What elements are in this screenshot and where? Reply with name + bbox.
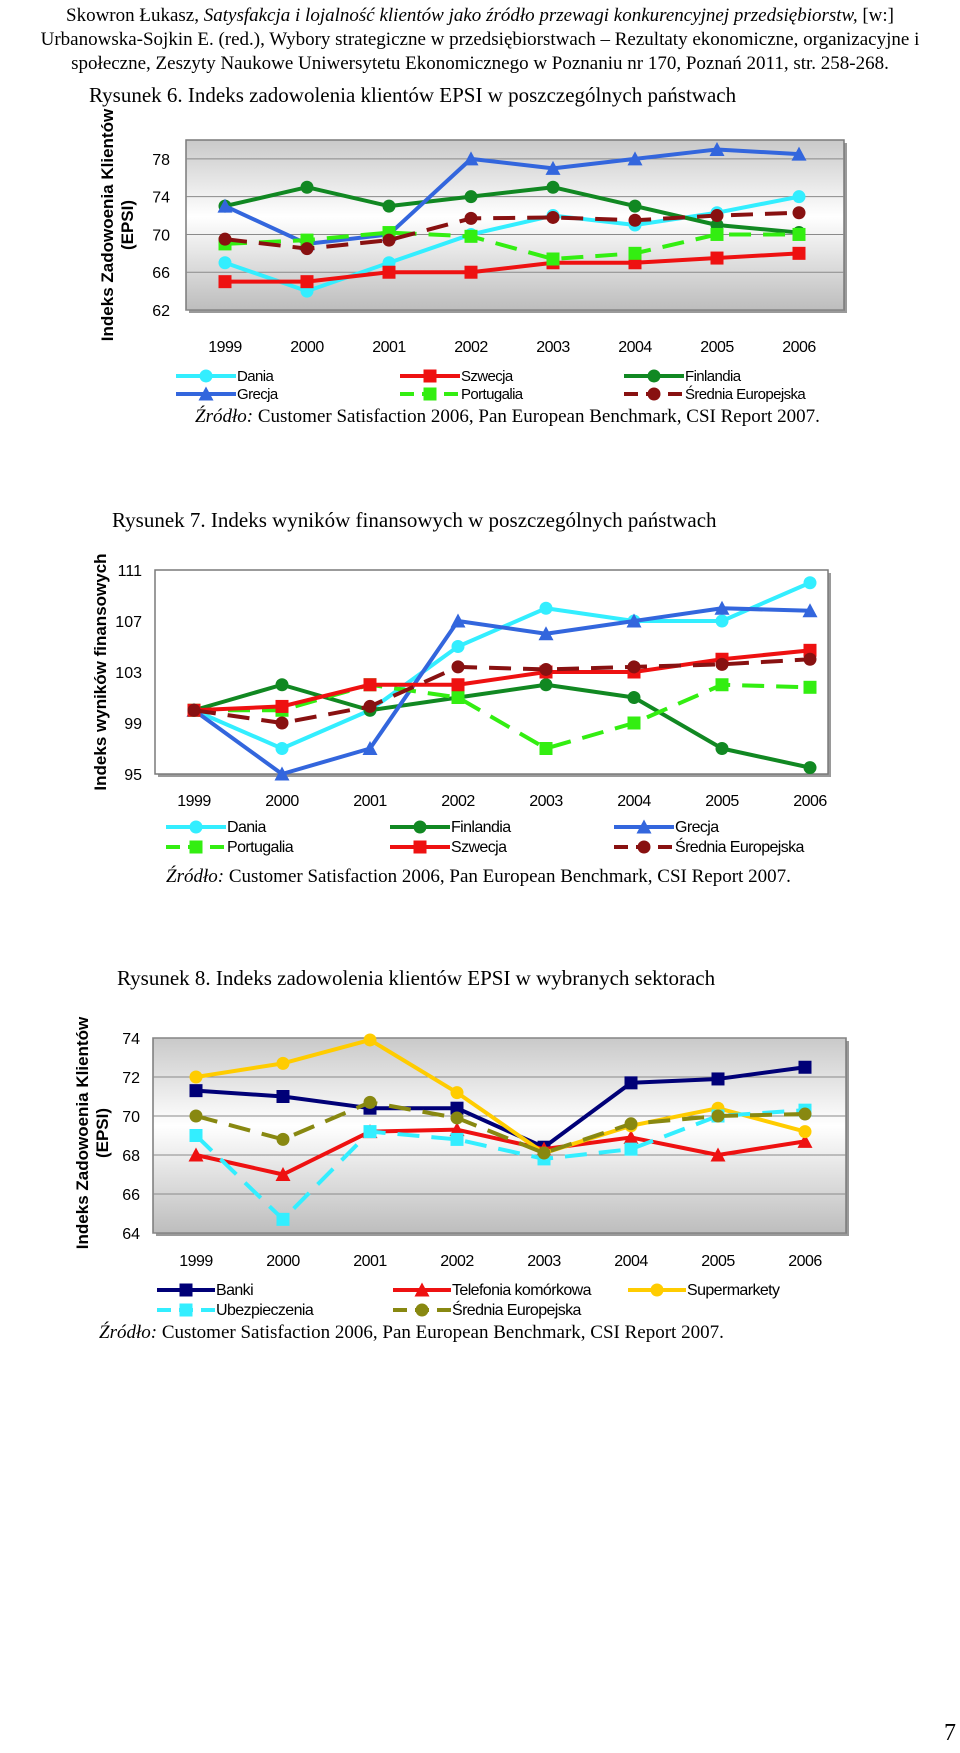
x-tick-label: 2005 [705, 793, 739, 810]
x-tick-label: 2001 [353, 793, 387, 810]
x-tick-label: 2006 [788, 1253, 822, 1270]
data-point [793, 247, 806, 260]
legend-item-dania [166, 819, 267, 836]
data-point [711, 252, 724, 265]
legend-label: Szwecja [451, 839, 507, 856]
y-tick-label: 66 [152, 265, 170, 283]
data-point [540, 742, 553, 755]
y-axis-label: Indeks Zadowoenia Klientów(EPSI) [98, 108, 137, 342]
data-point [793, 206, 806, 219]
legend-marker [416, 1304, 429, 1317]
legend-label: Portugalia [227, 839, 294, 856]
data-point [540, 678, 553, 691]
legend-label: Średnia Europejska [675, 839, 804, 856]
legend-item-finlandia [624, 368, 742, 385]
y-axis-label: Indeks Zadowoenia Klientów(EPSI) [73, 1016, 112, 1250]
data-point [804, 576, 817, 589]
legend-item-dania [176, 368, 274, 385]
data-point [364, 1033, 377, 1046]
legend-item-telefonia-komorkowa [393, 1282, 592, 1299]
figure-7-title: Rysunek 7. Indeks wyników finansowych w poszczególnych państwach [112, 508, 717, 532]
data-point [276, 717, 289, 730]
data-point [190, 1084, 203, 1097]
data-point [451, 1086, 464, 1099]
legend-marker [414, 821, 427, 834]
source-text: Customer Satisfaction 2006, Pan European Benchmark, CSI Report 2007. [157, 1322, 724, 1343]
x-tick-label: 2005 [700, 339, 734, 356]
data-point [793, 190, 806, 203]
data-point [364, 678, 377, 691]
figure-7-chart [0, 552, 960, 858]
legend-marker [651, 1284, 664, 1297]
y-tick-label: 74 [152, 189, 170, 207]
y-tick-label: 70 [122, 1109, 140, 1126]
plot-area [155, 570, 828, 774]
legend-item-supermarkety [628, 1282, 780, 1299]
data-point [799, 1125, 812, 1138]
data-point [547, 253, 560, 266]
legend-label: Banki [216, 1282, 254, 1299]
data-point [364, 1096, 377, 1109]
data-point [799, 1108, 812, 1121]
legend-marker [180, 1304, 193, 1317]
data-point [799, 1061, 812, 1074]
legend [157, 1282, 780, 1319]
x-tick-label: 2004 [617, 793, 651, 810]
data-point [712, 1072, 725, 1085]
data-point [277, 1090, 290, 1103]
legend-label: Telefonia komórkowa [452, 1282, 591, 1299]
legend-marker [424, 388, 437, 401]
legend-item-finlandia [390, 819, 511, 836]
data-point [538, 1147, 551, 1160]
citation-line-2: Urbanowska-Sojkin E. (red.), Wybory strategiczne w przedsiębiorstwach – Rezultaty ekonomiczne, organizacyjne i [40, 29, 920, 50]
y-tick-label: 68 [122, 1148, 140, 1165]
x-tick-label: 1999 [208, 339, 242, 356]
legend-marker [180, 1284, 193, 1297]
source-text: Customer Satisfaction 2006, Pan European Benchmark, CSI Report 2007. [253, 406, 820, 427]
data-point [383, 200, 396, 213]
x-tick-label: 2006 [793, 793, 827, 810]
data-point [383, 234, 396, 247]
source-label: Źródło: [99, 1322, 158, 1343]
legend [176, 368, 806, 403]
citation-title: Satysfakcja i lojalność klientów jako źródło przewagi konkurencyjnej przedsiębiorstw, [203, 5, 858, 26]
data-point [452, 678, 465, 691]
legend-label: Finlandia [685, 368, 741, 385]
y-tick-label: 111 [117, 563, 142, 580]
legend-item-szwecja [390, 839, 507, 856]
legend-item-portugalia [166, 839, 294, 856]
legend-item-srednia-europejska [614, 837, 805, 856]
legend-marker [190, 841, 203, 854]
y-tick-label: 103 [115, 665, 142, 682]
data-point [190, 1110, 203, 1123]
data-point [190, 1071, 203, 1084]
y-tick-label: 62 [152, 303, 170, 320]
data-point [219, 256, 232, 269]
data-point [629, 247, 642, 260]
x-tick-label: 2001 [372, 339, 406, 356]
figure-8-source [99, 1322, 724, 1344]
legend-label: Dania [227, 819, 266, 836]
legend-marker [648, 388, 661, 401]
figure-6-source [195, 406, 820, 428]
legend-item-srednia-europejska [624, 385, 806, 403]
legend-item-banki [157, 1282, 253, 1299]
page-number: 7 [944, 1720, 956, 1746]
x-tick-label: 2005 [701, 1253, 735, 1270]
data-point [364, 1125, 377, 1138]
legend-label: Portugalia [461, 386, 523, 403]
y-tick-label: 107 [115, 614, 142, 631]
legend-label: Szwecja [461, 368, 513, 385]
data-point [547, 211, 560, 224]
data-point [190, 1129, 203, 1142]
data-point [451, 1111, 464, 1124]
legend-item-srednia-europejska [393, 1300, 582, 1319]
data-point [625, 1143, 638, 1156]
data-point [452, 660, 465, 673]
citation-header [0, 4, 960, 76]
legend-marker [414, 841, 427, 854]
data-point [301, 242, 314, 255]
legend-marker [424, 370, 437, 383]
data-point [301, 275, 314, 288]
legend-marker [190, 821, 203, 834]
legend-marker [648, 370, 661, 383]
data-point [804, 681, 817, 694]
data-point [629, 214, 642, 227]
x-tick-label: 2002 [454, 339, 488, 356]
x-tick-label: 2002 [440, 1253, 474, 1270]
citation-author: Skowron Łukasz, [66, 5, 204, 26]
legend-label: Grecja [675, 819, 719, 836]
data-point [625, 1076, 638, 1089]
legend-label: Ubezpieczenia [216, 1302, 314, 1319]
legend-label: Finlandia [451, 819, 511, 836]
citation-line-3: społeczne, Zeszyty Naukowe Uniwersytetu Ekonomicznego w Poznaniu nr 170, Poznań 2011, str. 258-268. [71, 53, 889, 74]
y-tick-label: 74 [122, 1031, 140, 1048]
y-tick-label: 78 [152, 151, 170, 169]
x-tick-label: 1999 [179, 1253, 213, 1270]
data-point [277, 1057, 290, 1070]
x-tick-label: 2003 [529, 793, 563, 810]
legend-label: Supermarkety [687, 1282, 780, 1299]
data-point [276, 678, 289, 691]
data-point [219, 275, 232, 288]
data-point [625, 1117, 638, 1130]
x-tick-label: 2006 [782, 339, 816, 356]
x-tick-label: 2004 [618, 339, 652, 356]
y-tick-label: 95 [124, 767, 142, 784]
data-point [465, 230, 478, 243]
source-label: Źródło: [195, 406, 254, 427]
x-tick-label: 2003 [536, 339, 570, 356]
data-point [188, 704, 201, 717]
source-text: Customer Satisfaction 2006, Pan European Benchmark, CSI Report 2007. [224, 866, 791, 887]
legend-item-grecja [614, 819, 719, 836]
data-point [628, 691, 641, 704]
legend-label: Dania [237, 368, 274, 385]
data-point [465, 212, 478, 225]
data-point [804, 761, 817, 774]
x-tick-label: 2000 [290, 339, 324, 356]
data-point [540, 663, 553, 676]
figure-6-title: Rysunek 6. Indeks zadowolenia klientów EPSI w poszczególnych państwach [89, 83, 737, 107]
legend-item-ubezpieczenia [157, 1302, 314, 1319]
data-point [452, 691, 465, 704]
x-tick-label: 1999 [177, 793, 211, 810]
data-point [276, 700, 289, 713]
x-tick-label: 2004 [614, 1253, 648, 1270]
data-point [465, 190, 478, 203]
y-tick-label: 66 [122, 1187, 140, 1204]
y-tick-label: 64 [122, 1226, 140, 1243]
citation-in: [w:] [857, 5, 894, 26]
data-point [716, 678, 729, 691]
legend [166, 819, 805, 856]
y-tick-label: 99 [124, 716, 142, 733]
legend-label: Średnia Europejska [452, 1302, 581, 1319]
x-tick-label: 2000 [265, 793, 299, 810]
data-point [465, 266, 478, 279]
x-tick-label: 2000 [266, 1253, 300, 1270]
data-point [383, 266, 396, 279]
data-point [712, 1110, 725, 1123]
x-tick-label: 2002 [441, 793, 475, 810]
data-point [804, 653, 817, 666]
data-point [629, 200, 642, 213]
data-point [711, 209, 724, 222]
y-axis-label: Indeks wyników finansowych [91, 553, 110, 791]
data-point [716, 742, 729, 755]
figure-6-chart [0, 108, 960, 403]
legend-label: Średnia Europejska [685, 386, 806, 403]
data-point [364, 700, 377, 713]
data-point [716, 658, 729, 671]
data-point [628, 660, 641, 673]
y-tick-label: 72 [122, 1070, 140, 1087]
data-point [711, 228, 724, 241]
data-point [301, 181, 314, 194]
data-point [716, 615, 729, 628]
data-point [277, 1213, 290, 1226]
figure-8-title: Rysunek 8. Indeks zadowolenia klientów EPSI w wybranych sektorach [117, 966, 716, 990]
data-point [628, 717, 641, 730]
legend-item-szwecja [400, 368, 514, 385]
legend-label: Grecja [237, 386, 278, 403]
x-tick-label: 2001 [353, 1253, 387, 1270]
source-label: Źródło: [166, 866, 225, 887]
data-point [277, 1133, 290, 1146]
data-point [793, 228, 806, 241]
data-point [219, 233, 232, 246]
data-point [451, 1133, 464, 1146]
legend-marker [638, 841, 651, 854]
legend-item-grecja [176, 386, 279, 403]
data-point [452, 640, 465, 653]
figure-7-source [166, 866, 791, 888]
citation-line-1 [0, 4, 960, 28]
legend-item-portugalia [400, 386, 524, 403]
figure-8-chart [0, 1018, 960, 1318]
x-tick-label: 2003 [527, 1253, 561, 1270]
legend-marker [200, 370, 213, 383]
data-point [276, 742, 289, 755]
data-point [540, 602, 553, 615]
data-point [547, 181, 560, 194]
y-tick-label: 70 [152, 227, 170, 245]
